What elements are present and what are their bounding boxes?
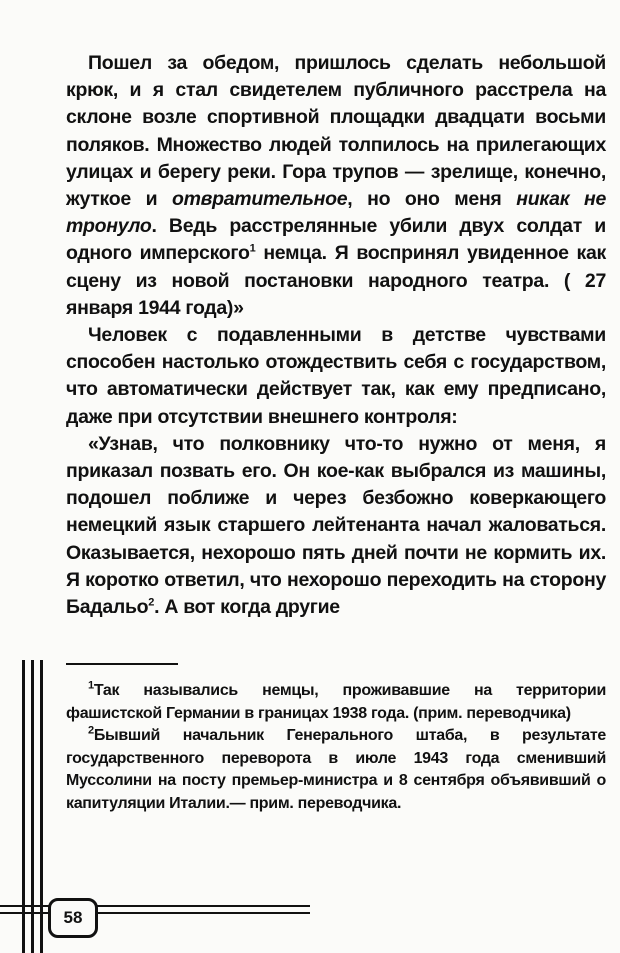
margin-line-3 [40, 660, 43, 953]
p1-italic-1: отвратительное [172, 188, 348, 211]
margin-line-1 [22, 660, 25, 953]
bottom-rule-2 [0, 912, 310, 914]
footnote-2-text: Бывший начальник Генерального штаба, в результате государственного переворота в июле 1943 года сменивший Муссолини на посту премьер-министра и 8 сентября объявивший о капитуляции Италии.— прим. переводчика. [66, 727, 606, 812]
paragraph-2: Человек с подавленными в детстве чувствами способен настолько отождествить себя с государством, что автоматически действует так, как ему предписано, даже при отсутствии внешнего контроля: [66, 324, 606, 428]
p1-text-2: , но оно меня [347, 188, 517, 211]
p3-text-2: . А вот когда другие [154, 596, 340, 619]
p1-text-4: немца. Я воспринял увиденное как сцену из новой постановки народного театра. ( 27 января 1944 года)» [66, 242, 606, 319]
p1-italic-2: никак не тронуло [66, 188, 607, 238]
footnote-ref-2: 2 [148, 596, 155, 609]
footnote-1 [66, 680, 606, 725]
margin-line-2 [31, 660, 34, 953]
paragraph-3 [66, 431, 606, 621]
page-number: 58 [48, 898, 98, 938]
footnote-separator [66, 663, 178, 665]
paragraph-1 [66, 50, 606, 322]
footnote-1-text: Так назывались немцы, проживавшие на территории фашистской Германии в границах 1938 года. (прим. переводчика) [66, 682, 606, 722]
p3-text: «Узнав, что полковнику что-то нужно от меня, я приказал позвать его. Он кое-как выбрался из машины, подошел поближе и через безбожно коверкающего немецкий язык старшего лейтенанта начал жаловаться. Оказывается, нехорошо пять дней почти не кормить их. Я коротко ответил, что нехорошо переходить на сторону Бадальо [66, 432, 606, 619]
bottom-rule-1 [0, 905, 310, 907]
footnote-ref-1: 1 [249, 242, 256, 255]
footnote-2-mark: 2 [88, 724, 94, 737]
main-text [66, 50, 606, 621]
p1-text: Пошел за обедом, пришлось сделать небольшой крюк, и я стал свидетелем публичного расстрела на склоне возле спортивной площадки двадцати восьми поляков. Множество людей толпилось на прилегающих улицах и берегу реки. Гора трупов — зрелище, конечно, жуткое и [66, 52, 606, 211]
footnotes [66, 680, 606, 816]
p1-text-3: . Ведь расстрелянные убили двух солдат и одного имперского [66, 215, 606, 265]
footnote-1-mark: 1 [88, 679, 94, 692]
footnote-2 [66, 725, 606, 815]
